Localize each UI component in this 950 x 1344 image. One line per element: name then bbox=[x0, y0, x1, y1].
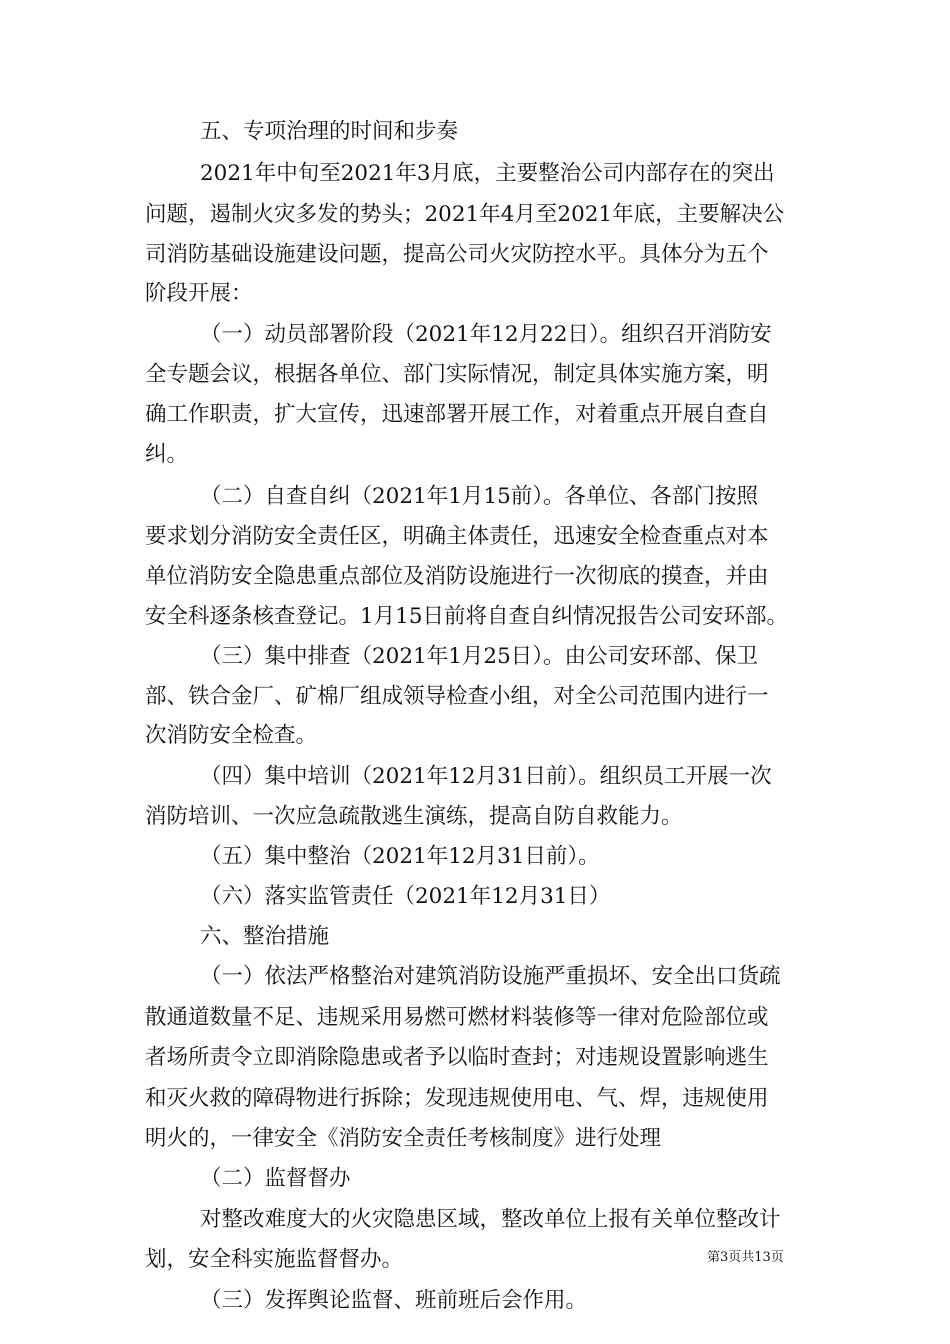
paragraph-line: 消防培训、一次应急疏散逃生演练，提高自防自救能力。 bbox=[145, 804, 683, 829]
section-heading: 五、专项治理的时间和步奏 bbox=[200, 119, 459, 144]
paragraph-line: （一）依法严格整治对建筑消防设施严重损坏、安全出口货疏 bbox=[200, 964, 781, 989]
paragraph-line: （六）落实监管责任（2021年12月31日） bbox=[200, 884, 611, 909]
page-number: 第3页共13页 bbox=[707, 1250, 784, 1265]
paragraph-line: 阶段开展： bbox=[145, 281, 253, 306]
paragraph-line: 者场所责令立即消除隐患或者予以临时查封；对违规设置影响逃生 bbox=[145, 1045, 769, 1070]
paragraph-line: （四）集中培训（2021年12月31日前）。组织员工开展一次 bbox=[200, 764, 772, 789]
paragraph-line: （一）动员部署阶段（2021年12月22日）。组织召开消防安 bbox=[200, 322, 772, 347]
paragraph-line: 全专题会议，根据各单位、部门实际情况，制定具体实施方案，明 bbox=[145, 362, 769, 387]
paragraph-line: 散通道数量不足、违规采用易燃可燃材料装修等一律对危险部位或 bbox=[145, 1005, 769, 1030]
paragraph-line: 问题，遏制火灾多发的势头；2021年4月至2021年底，主要解决公 bbox=[145, 202, 785, 227]
paragraph-line: （三）发挥舆论监督、班前班后会作用。 bbox=[200, 1288, 588, 1313]
paragraph-line: 纠。 bbox=[145, 442, 189, 467]
paragraph-line: 单位消防安全隐患重点部位及消防设施进行一次彻底的摸查，并由 bbox=[145, 564, 769, 589]
paragraph-line: （三）集中排查（2021年1月25日）。由公司安环部、保卫 bbox=[200, 644, 759, 669]
paragraph-line: 要求划分消防安全责任区，明确主体责任，迅速安全检查重点对本 bbox=[145, 524, 769, 549]
paragraph-line: 部、铁合金厂、矿棉厂组成领导检查小组，对全公司范围内进行一 bbox=[145, 684, 769, 709]
paragraph-line: （二）自查自纠（2021年1月15前）。各单位、各部门按照 bbox=[200, 484, 759, 509]
section-heading: 六、整治措施 bbox=[200, 924, 330, 949]
paragraph-line: 和灭火救的障碍物进行拆除；发现违规使用电、气、焊，违规使用 bbox=[145, 1086, 769, 1111]
paragraph-line: （五）集中整治（2021年12月31日前）。 bbox=[200, 844, 600, 869]
paragraph-line: 确工作职责，扩大宣传，迅速部署开展工作，对着重点开展自查自 bbox=[145, 402, 769, 427]
subheading: （二）监督督办 bbox=[200, 1166, 351, 1191]
paragraph-line: 司消防基础设施建设问题，提高公司火灾防控水平。具体分为五个 bbox=[145, 242, 769, 267]
paragraph-line: 安全科逐条核查登记。1月15日前将自查自纠情况报告公司安环部。 bbox=[145, 604, 789, 629]
paragraph-line: 明火的，一律安全《消防安全责任考核制度》进行处理 bbox=[145, 1126, 662, 1151]
paragraph-line: 对整改难度大的火灾隐患区域，整改单位上报有关单位整改计 bbox=[200, 1207, 781, 1232]
paragraph-line: 划，安全科实施监督督办。 bbox=[145, 1247, 404, 1272]
paragraph-line: 2021年中旬至2021年3月底，主要整治公司内部存在的突出 bbox=[200, 161, 775, 186]
paragraph-line: 次消防安全检查。 bbox=[145, 723, 318, 748]
